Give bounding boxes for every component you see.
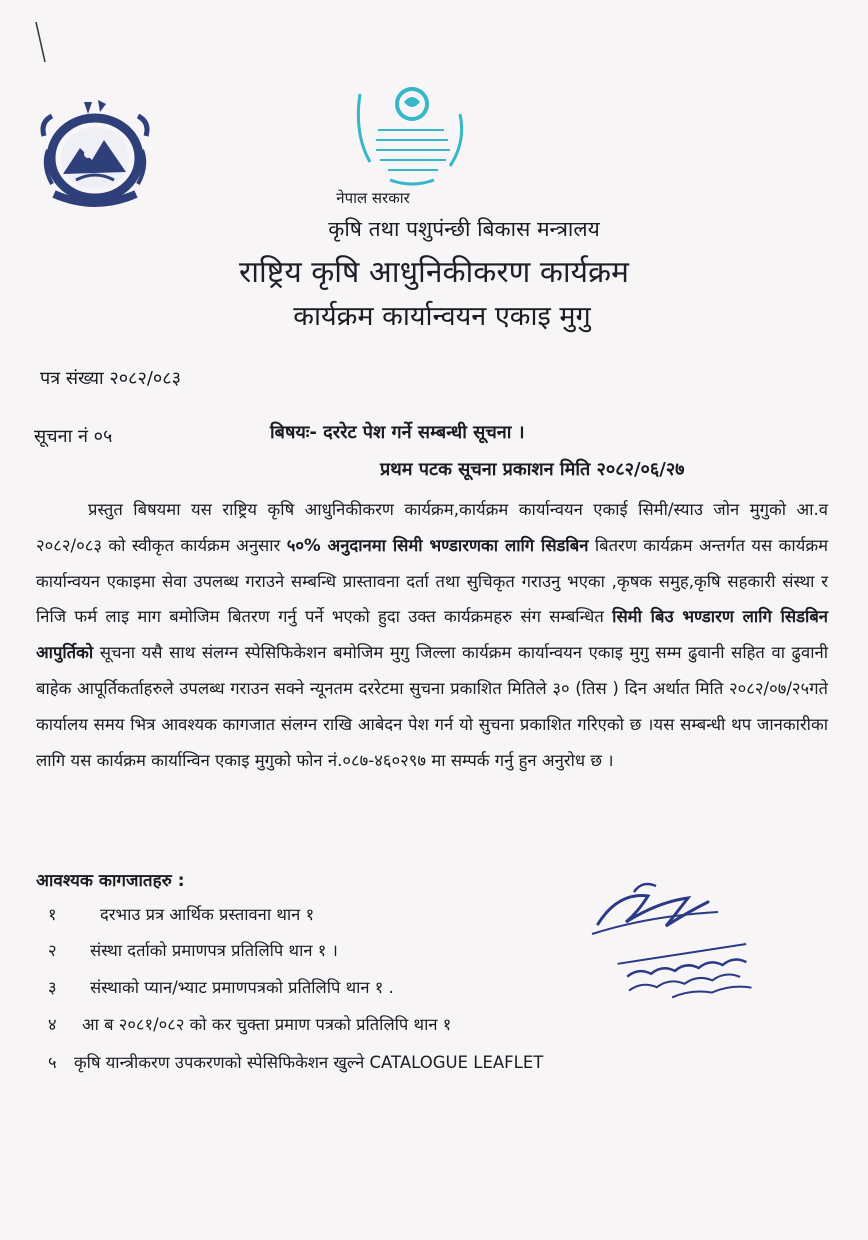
body-bold-2: सिमी बिउ भण्डारण लागि सिडबिन आपुर्तिको <box>36 607 829 663</box>
document-item-number: ३ <box>48 978 57 997</box>
body-text-3: सूचना यसै साथ संलग्न स्पेसिफिकेशन बमोजिम मुगु जिल्ला कार्यक्रम कार्यान्वयन एकाइ मुगु सम्म ढुवानी सहित वा ढुवानी बाहेक आपूर्तिकर्ताहरुले उपलब्ध गराउन सक्ने न्यूनतम दररेटमा सुचना प्रकाशित मितिले ३० (तिस ) दिन अर्थात मिति २०८२/०७/२५गते कार्यालय समय भित्र आवश्यक कागजात संलग्न राखि आबेदन पेश गर्न यो सुचना प्रकाशित गरिएको छ ।यस सम्बन्धी थप जानकारीका लागि यस कार्यक्रम कार्यान्विन एकाइ मुगुको फोन नं.०८७-४६०२९७ मा सम्पर्क गर्नु हुन अनुरोध छ । <box>36 643 828 770</box>
notice-body <box>36 492 828 778</box>
unit-title: कार्यक्रम कार्यान्वयन एकाइ मुगु <box>293 301 591 332</box>
document-item-text: संस्था दर्ताको प्रमाणपत्र प्रतिलिपि थान १ । <box>90 941 338 960</box>
government-name: नेपाल सरकार <box>336 189 410 207</box>
document-item-number: १ <box>48 905 57 924</box>
document-item <box>48 1050 543 1073</box>
letter-reference-number: पत्र संख्या २०८२/०८३ <box>40 368 181 389</box>
notice-number: सूचना नं ०५ <box>34 426 113 447</box>
program-logo-icon <box>340 84 480 196</box>
pen-stroke-mark <box>34 20 48 66</box>
document-item-text: आ ब २०८१/०८२ को कर चुक्ता प्रमाण पत्रको प्रतिलिपि थान १ <box>82 1015 452 1034</box>
document-item-number: ५ <box>48 1053 57 1072</box>
nepal-emblem-icon <box>36 96 154 212</box>
document-item-text: दरभाउ प्रत्र आर्थिक प्रस्तावना थान १ <box>100 905 315 924</box>
program-title: राष्ट्रिय कृषि आधुनिकीकरण कार्यक्रम <box>238 255 630 290</box>
document-item-text: कृषि यान्त्रीकरण उपकरणको स्पेसिफिकेशन खुल्ने CATALOGUE LEAFLET <box>74 1053 544 1072</box>
document-item-text: संस्थाको प्यान/भ्याट प्रमाणपत्रको प्रतिलिपि थान १ . <box>90 978 394 997</box>
required-documents-title: आवश्यक कागजातहरु : <box>36 871 185 891</box>
notice-subject: बिषयः- दररेट पेश गर्ने सम्बन्धी सूचना । <box>270 422 525 443</box>
document-item <box>48 902 314 925</box>
body-text-1: प्रस्तुत बिषयमा यस राष्ट्रिय कृषि आधुनिकीकरण कार्यक्रम,कार्यक्रम कार्यान्वयन एकाई सिमी/स्याउ जोन मुगुको आ.व २०८२/०८३ को स्वीकृत कार्यक्रम अनुसार <box>36 500 828 555</box>
signature-stamp-icon <box>578 872 808 1002</box>
document-item <box>48 938 338 961</box>
document-item <box>48 975 394 998</box>
document-item <box>48 1012 451 1035</box>
document-item-number: ४ <box>48 1015 57 1034</box>
ministry-name: कृषि तथा पशुपंन्छी बिकास मन्त्रालय <box>328 217 600 241</box>
body-text-2: बितरण कार्यक्रम अन्तर्गत यस कार्यक्रम कार्यान्वयन एकाइमा सेवा उपलब्ध गराउने सम्बन्धि प्रास्तावना दर्ता तथा सुचिकृत गराउनु भएका ,कृषक समुह,कृषि सहकारी संस्था र निजि फर्म लाइ माग बमोजिम बितरण गर्नु पर्ने भएको हुदा उक्त कार्यक्रमहरु संग सम्बन्धित <box>36 535 828 627</box>
body-bold-1: ५०% अनुदानमा सिमी भण्डारणका लागि सिडबिन <box>286 535 589 555</box>
document-item-number: २ <box>48 941 57 960</box>
first-publication-date: प्रथम पटक सूचना प्रकाशन मिति २०८२/०६/२७ <box>380 459 685 480</box>
